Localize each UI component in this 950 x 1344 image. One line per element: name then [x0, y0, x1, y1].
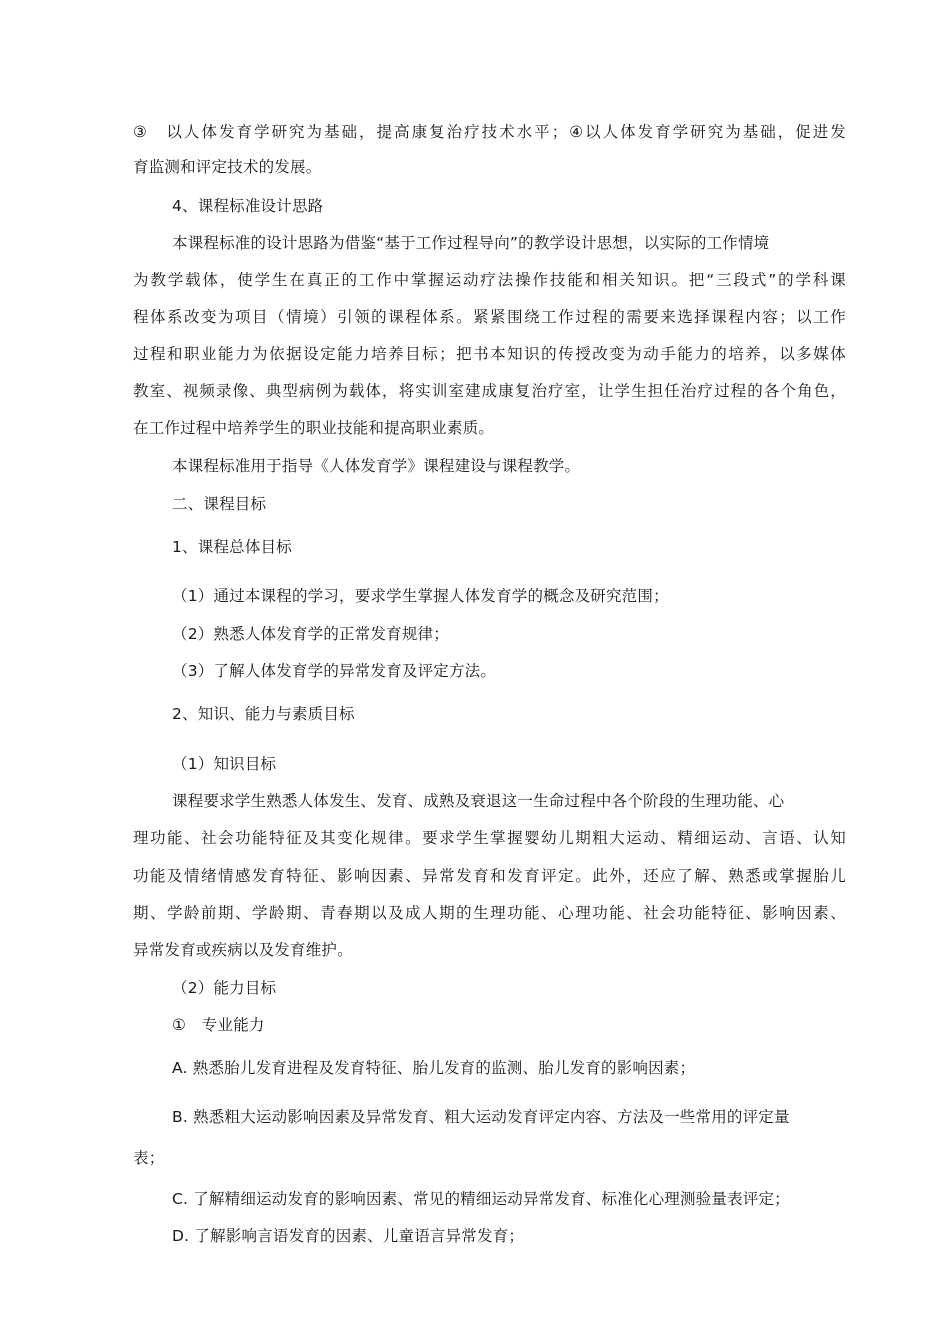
subsection-heading: （2）能力目标: [172, 979, 277, 997]
subsection-heading: （1）知识目标: [172, 755, 277, 773]
subsection-heading: 2、知识、能力与素质目标: [172, 705, 355, 723]
paragraph-line: 在工作过程中培养学生的职业技能和提高职业素质。: [133, 419, 495, 437]
list-item-continuation: 表；: [133, 1149, 165, 1167]
paragraph-line: 程体系改变为项目（情境）引领的课程体系。紧紧围绕工作过程的需要来选择课程内容；以工作: [133, 308, 846, 326]
paragraph-line: 过程和职业能力为依据设定能力培养目标；把书本知识的传授改变为动手能力的培养，以多媒体: [133, 345, 846, 363]
list-item: A. 熟悉胎儿发育进程及发育特征、胎儿发育的监测、胎儿发育的影响因素；: [172, 1059, 696, 1077]
paragraph-line: 本课程标准的设计思路为借鉴“基于工作过程导向”的教学设计思想，以实际的工作情境: [172, 234, 770, 252]
subsection-heading: 1、课程总体目标: [172, 538, 292, 556]
section-heading: 4、课程标准设计思路: [172, 197, 324, 215]
paragraph-line: 期、学龄前期、学龄期、青春期以及成人期的生理功能、心理功能、社会功能特征、影响因素、: [133, 904, 846, 922]
section-heading: 二、课程目标: [172, 495, 267, 513]
paragraph-line: 为教学载体，使学生在真正的工作中掌握运动疗法操作技能和相关知识。把“三段式”的学科课: [133, 271, 846, 289]
list-item: （1）通过本课程的学习，要求学生掌握人体发育学的概念及研究范围；: [172, 587, 669, 605]
paragraph-line: ③ 以人体发育学研究为基础，提高康复治疗技术水平；④以人体发育学研究为基础，促进发: [133, 123, 846, 141]
list-item: （2）熟悉人体发育学的正常发育规律；: [172, 625, 449, 643]
subsection-heading: ① 专业能力: [172, 1016, 265, 1034]
paragraph-line: 功能及情绪情感发育特征、影响因素、异常发育和发育评定。此外，还应了解、熟悉或掌握胎儿: [133, 867, 846, 885]
paragraph-line: 教室、视频录像、典型病例为载体，将实训室建成康复治疗室，让学生担任治疗过程的各个角色，: [133, 382, 846, 400]
list-item: B. 熟悉粗大运动影响因素及异常发育、粗大运动发育评定内容、方法及一些常用的评定量: [172, 1108, 790, 1126]
paragraph-line: 本课程标准用于指导《人体发育学》课程建设与课程教学。: [172, 457, 581, 475]
paragraph-line: 理功能、社会功能特征及其变化规律。要求学生掌握婴幼儿期粗大运动、精细运动、言语、认知: [133, 829, 846, 847]
paragraph-line: 异常发育或疾病以及发育维护。: [133, 941, 353, 959]
list-item: （3）了解人体发育学的异常发育及评定方法。: [172, 662, 497, 680]
paragraph-line: 课程要求学生熟悉人体发生、发育、成熟及衰退这一生命过程中各个阶段的生理功能、心: [172, 792, 785, 810]
list-item: C. 了解精细运动发育的影响因素、常见的精细运动异常发育、标准化心理测验量表评定；: [172, 1190, 790, 1208]
paragraph-line: 育监测和评定技术的发展。: [133, 158, 322, 176]
list-item: D. 了解影响言语发育的因素、儿童语言异常发育；: [172, 1227, 525, 1245]
